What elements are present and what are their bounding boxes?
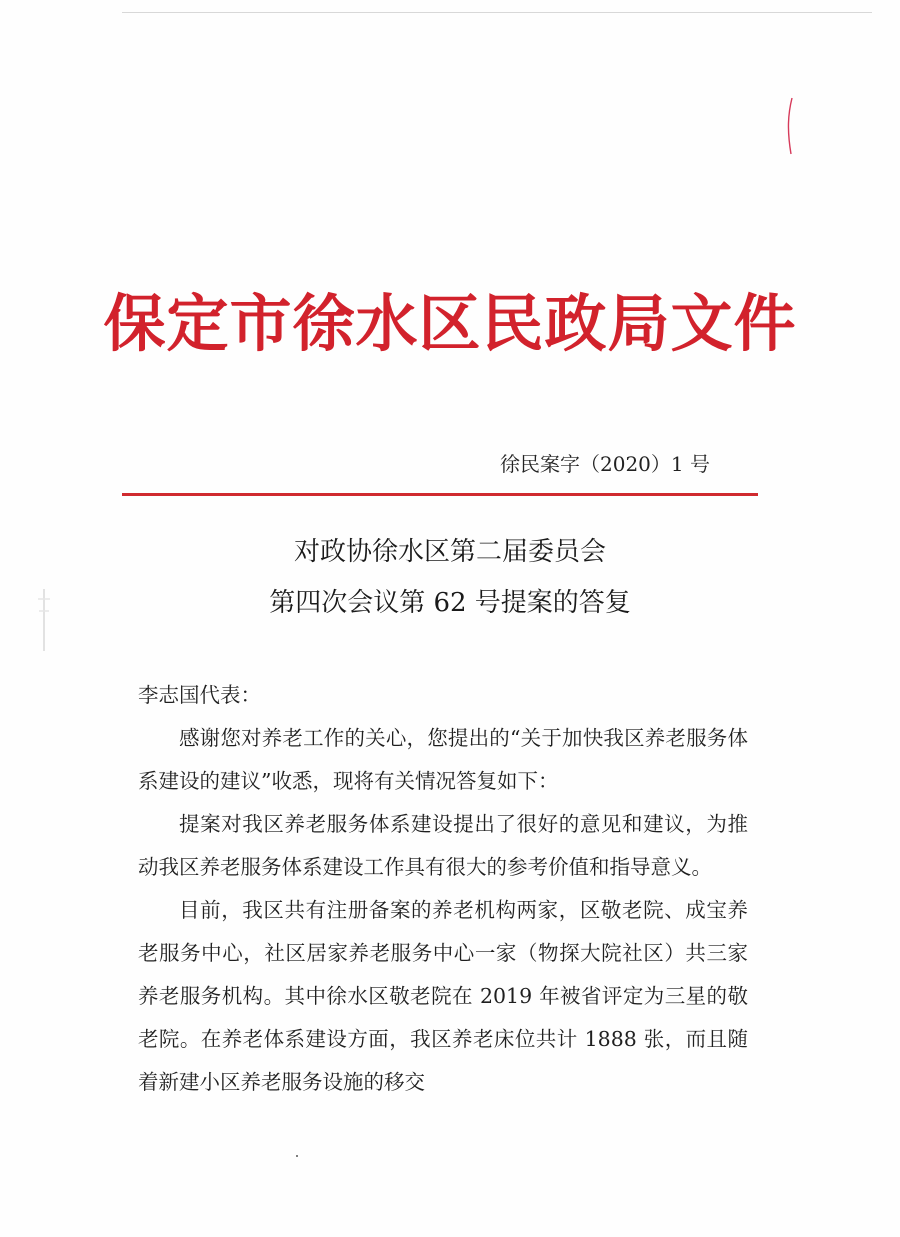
body-paragraph: 目前，我区共有注册备案的养老机构两家，区敬老院、成宝养老服务中心，社区居家养老服务中心一家（物探大院社区）共三家养老服务机构。其中徐水区敬老院在 2019 年被省评定为三星的敬老院。在养老体系建设方面，我区养老床位共计 1888 张，而且随着新建小区养老服务设施的移交: [138, 898, 748, 1094]
body-paragraph: 感谢您对养老工作的关心，您提出的“关于加快我区养老服务体系建设的建议”收悉，现将有关情况答复如下：: [138, 726, 748, 793]
pen-stroke-mark: [782, 96, 802, 156]
document-number: 徐民案字（2020）1 号: [500, 452, 710, 476]
document-title-line-2: 第四次会议第 62 号提案的答复: [269, 588, 631, 618]
stray-dot: [296, 1155, 298, 1157]
document-title-line-1: 对政协徐水区第二届委员会: [293, 537, 606, 567]
salutation: 李志国代表：: [138, 683, 261, 707]
document-masthead: 保定市徐水区民政局文件: [103, 287, 797, 360]
scan-edge-line: [122, 12, 872, 13]
red-separator-rule: [122, 493, 758, 496]
document-body: [138, 674, 748, 1104]
body-paragraph: 提案对我区养老服务体系建设提出了很好的意见和建议，为推动我区养老服务体系建设工作具有很大的参考价值和指导意义。: [138, 812, 748, 879]
